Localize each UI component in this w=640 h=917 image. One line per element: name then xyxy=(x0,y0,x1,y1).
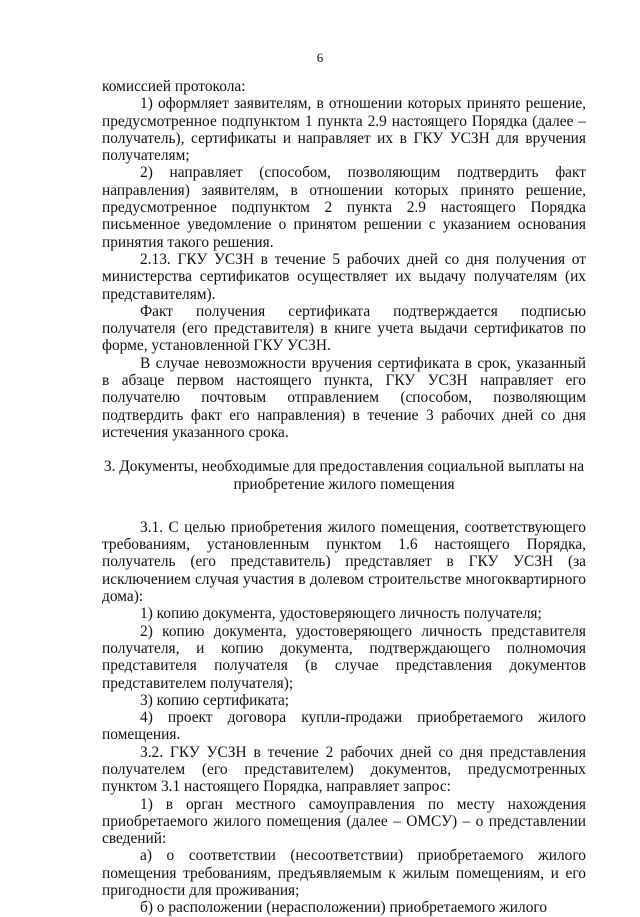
paragraph: 1) оформляет заявителям, в отношении которых принято решение, предусмотренное подпунктом 1 пункта 2.9 настоящего Порядка (далее – получатель), сертификаты и направляет их в ГКУ УСЗН для вручения получателям; xyxy=(102,95,586,165)
paragraph: 1) в орган местного самоуправления по месту нахождения приобретаемого жилого помещения (далее – ОМСУ) – о представлении сведений: xyxy=(102,795,586,848)
paragraph: Факт получения сертификата подтверждается подписью получателя (его представителя) в книге учета выдачи сертификатов по форме, установленной ГКУ УСЗН. xyxy=(102,302,586,355)
paragraph: В случае невозможности вручения сертификата в срок, указанный в абзаце первом настоящего пункта, ГКУ УСЗН направляет его получателю почтовым отправлением (способом, позволяющим подтвердить факт его направления) в течение 3 рабочих дней со дня истечения указанного срока. xyxy=(102,354,586,441)
paragraph: 2) копию документа, удостоверяющего личность представителя получателя, и копию документа, подтверждающего полномочия представителя получателя (в случае представления документов представителем получателя); xyxy=(102,622,586,692)
paragraph: комиссией протокола: xyxy=(102,78,246,95)
paragraph: 3) копию сертификата; xyxy=(140,691,290,709)
document-body xyxy=(102,78,586,917)
paragraph: 2.13. ГКУ УСЗН в течение 5 рабочих дней со дня получения от министерства сертификатов осуществляет их выдачу получателям (их представителям). xyxy=(102,250,586,303)
page-number: 6 xyxy=(316,50,324,65)
paragraph: а) о соответствии (несоответствии) приобретаемого жилого помещения требованиям, предъявляемым к жилым помещениям, и его пригодности для проживания; xyxy=(102,847,586,900)
paragraph: 4) проект договора купли-продажи приобретаемого жилого помещения. xyxy=(102,709,586,744)
paragraph: 1) копию документа, удостоверяющего личность получателя; xyxy=(140,605,542,623)
section-heading: 3. Документы, необходимые для предоставления социальной выплаты на приобретение жилого помещения xyxy=(103,458,585,493)
paragraph: б) о расположении (нерасположении) приобретаемого жилого xyxy=(140,899,548,917)
paragraph: 3.2. ГКУ УСЗН в течение 2 рабочих дней со дня представления получателем (его представителем) документов, предусмотренных пунктом 3.1 настоящего Порядка, направляет запрос: xyxy=(102,743,586,796)
paragraph: 2) направляет (способом, позволяющим подтвердить факт направления) заявителям, в отношении которых принято решение, предусмотренное подпунктом 2 пункта 2.9 настоящего Порядка письменное уведомление о принятом решении с указанием основания принятия такого решения. xyxy=(102,164,586,251)
paragraph: 3.1. С целью приобретения жилого помещения, соответствующего требованиям, установленным пунктом 1.6 настоящего Порядка, получатель (его представитель) представляет в ГКУ УСЗН (за исключением случая участия в долевом строительстве многоквартирного дома): xyxy=(102,518,586,606)
